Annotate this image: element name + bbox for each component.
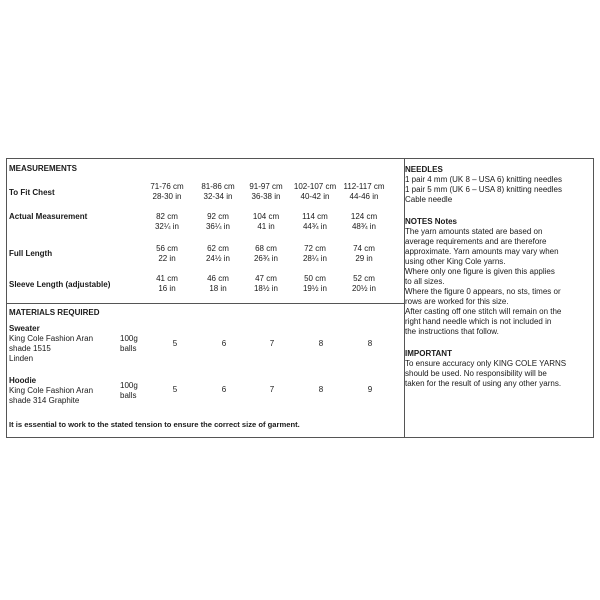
chest-in-3: 36-38 in bbox=[251, 192, 281, 201]
notes-title: NOTES Notes bbox=[405, 217, 458, 226]
hoodie-balls-5: 9 bbox=[367, 385, 373, 394]
length-in-2: 24½ in bbox=[205, 254, 231, 263]
actual-cm-4: 114 cm bbox=[302, 212, 328, 221]
material-desc-sweater-1: King Cole Fashion Aran bbox=[9, 334, 94, 343]
length-in-4: 28¼ in bbox=[302, 254, 328, 263]
actual-in-2: 36¼ in bbox=[205, 222, 231, 231]
material-unit-sweater-1: 100g bbox=[120, 334, 138, 343]
material-desc-sweater-2: shade 1515 bbox=[9, 344, 51, 353]
horizontal-divider bbox=[7, 303, 404, 304]
chest-in-2: 32-34 in bbox=[203, 192, 233, 201]
needles-line-2: 1 pair 5 mm (UK 6 – USA 8) knitting needles bbox=[405, 185, 562, 194]
sleeve-in-3: 18½ in bbox=[253, 284, 279, 293]
length-in-3: 26¾ in bbox=[253, 254, 279, 263]
length-in-5: 29 in bbox=[355, 254, 373, 263]
material-name-hoodie: Hoodie bbox=[9, 376, 37, 385]
sleeve-in-5: 20½ in bbox=[351, 284, 377, 293]
sleeve-cm-3: 47 cm bbox=[255, 274, 277, 283]
actual-in-3: 41 in bbox=[257, 222, 275, 231]
sweater-balls-3: 7 bbox=[269, 339, 275, 348]
chest-cm-4: 102-107 cm bbox=[293, 182, 337, 191]
length-cm-2: 62 cm bbox=[207, 244, 229, 253]
material-unit-hoodie-2: balls bbox=[120, 391, 137, 400]
actual-in-1: 32¼ in bbox=[154, 222, 180, 231]
actual-cm-1: 82 cm bbox=[156, 212, 178, 221]
notes-line-8: rows are worked for this size. bbox=[405, 297, 509, 306]
chest-cm-3: 91-97 cm bbox=[249, 182, 283, 191]
chest-cm-1: 71-76 cm bbox=[150, 182, 184, 191]
sweater-balls-5: 8 bbox=[367, 339, 373, 348]
notes-line-2: average requirements and are therefore bbox=[405, 237, 547, 246]
actual-cm-2: 92 cm bbox=[207, 212, 229, 221]
length-cm-5: 74 cm bbox=[353, 244, 375, 253]
notes-line-11: the instructions that follow. bbox=[405, 327, 499, 336]
needles-line-1: 1 pair 4 mm (UK 8 – USA 6) knitting needles bbox=[405, 175, 562, 184]
hoodie-balls-1: 5 bbox=[172, 385, 178, 394]
notes-line-4: using other King Cole yarns. bbox=[405, 257, 506, 266]
important-line-2: should be used. No responsibility will be bbox=[405, 369, 547, 378]
notes-line-6: to all sizes. bbox=[405, 277, 445, 286]
chest-cm-5: 112-117 cm bbox=[343, 182, 385, 191]
notes-line-7: Where the figure 0 appears, no sts, times or bbox=[405, 287, 561, 296]
row-label-sleeve: Sleeve Length (adjustable) bbox=[9, 280, 111, 289]
notes-line-5: Where only one figure is given this applies bbox=[405, 267, 555, 276]
actual-cm-3: 104 cm bbox=[252, 212, 280, 221]
actual-in-5: 48¾ in bbox=[351, 222, 377, 231]
important-line-3: taken for the result of using any other yarns. bbox=[405, 379, 562, 388]
tension-note: It is essential to work to the stated tension to ensure the correct size of garment. bbox=[9, 420, 300, 429]
material-desc-hoodie-2: shade 314 Graphite bbox=[9, 396, 80, 405]
important-title: IMPORTANT bbox=[405, 349, 452, 358]
length-cm-3: 68 cm bbox=[255, 244, 277, 253]
sleeve-in-1: 16 in bbox=[158, 284, 176, 293]
sweater-balls-1: 5 bbox=[172, 339, 178, 348]
sweater-balls-2: 6 bbox=[221, 339, 227, 348]
hoodie-balls-2: 6 bbox=[221, 385, 227, 394]
measurements-title: MEASUREMENTS bbox=[9, 164, 78, 173]
notes-line-9: After casting off one stitch will remain on the bbox=[405, 307, 562, 316]
material-desc-sweater-3: Linden bbox=[9, 354, 34, 363]
needles-title: NEEDLES bbox=[405, 165, 443, 174]
hoodie-balls-4: 8 bbox=[318, 385, 324, 394]
sleeve-in-4: 19½ in bbox=[302, 284, 328, 293]
chest-in-1: 28-30 in bbox=[152, 192, 182, 201]
material-unit-sweater-2: balls bbox=[120, 344, 137, 353]
important-line-1: To ensure accuracy only KING COLE YARNS bbox=[405, 359, 567, 368]
hoodie-balls-3: 7 bbox=[269, 385, 275, 394]
notes-line-1: The yarn amounts stated are based on bbox=[405, 227, 543, 236]
chest-cm-2: 81-86 cm bbox=[201, 182, 235, 191]
length-in-1: 22 in bbox=[158, 254, 176, 263]
needles-line-3: Cable needle bbox=[405, 195, 453, 204]
row-label-length: Full Length bbox=[9, 249, 53, 258]
actual-cm-5: 124 cm bbox=[350, 212, 378, 221]
sleeve-cm-4: 50 cm bbox=[304, 274, 326, 283]
chest-in-5: 44-46 in bbox=[349, 192, 379, 201]
actual-in-4: 44¾ in bbox=[302, 222, 328, 231]
materials-title: MATERIALS REQUIRED bbox=[9, 308, 100, 317]
chest-in-4: 40-42 in bbox=[300, 192, 330, 201]
notes-line-10: right hand needle which is not included in bbox=[405, 317, 552, 326]
sleeve-cm-1: 41 cm bbox=[156, 274, 178, 283]
length-cm-1: 56 cm bbox=[156, 244, 178, 253]
row-label-actual: Actual Measurement bbox=[9, 212, 88, 221]
material-desc-hoodie-1: King Cole Fashion Aran bbox=[9, 386, 94, 395]
sleeve-cm-5: 52 cm bbox=[353, 274, 375, 283]
row-label-chest: To Fit Chest bbox=[9, 188, 55, 197]
sweater-balls-4: 8 bbox=[318, 339, 324, 348]
notes-line-3: approximate. Yarn amounts may vary when bbox=[405, 247, 559, 256]
length-cm-4: 72 cm bbox=[304, 244, 326, 253]
sleeve-in-2: 18 in bbox=[209, 284, 227, 293]
material-name-sweater: Sweater bbox=[9, 324, 40, 333]
material-unit-hoodie-1: 100g bbox=[120, 381, 138, 390]
sleeve-cm-2: 46 cm bbox=[207, 274, 229, 283]
